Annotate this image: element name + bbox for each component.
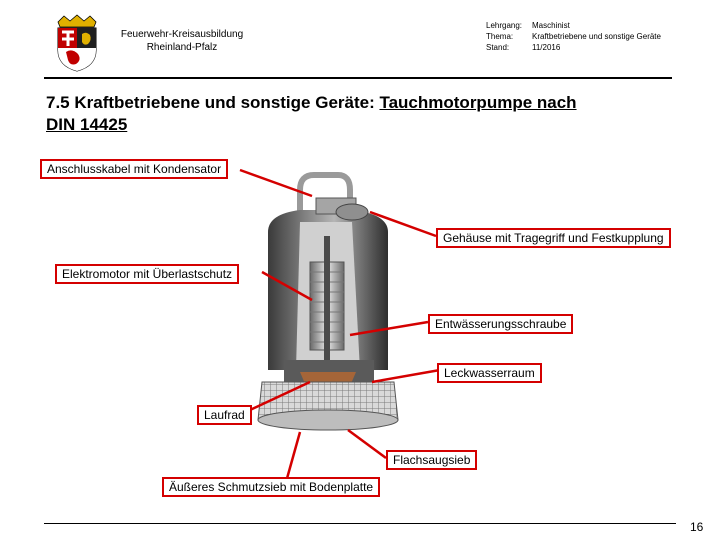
label-schmutzsieb: Äußeres Schmutzsieb mit Bodenplatte <box>162 477 380 497</box>
label-leckwasser: Leckwasserraum <box>437 363 542 383</box>
callout-line-schmutzsieb <box>286 432 300 482</box>
meta-key: Stand: <box>486 43 510 52</box>
footer-divider <box>44 523 676 524</box>
title-link-part-2: DIN 14425 <box>46 115 128 134</box>
meta-key: Thema: <box>486 32 514 41</box>
callout-line-flachsaugsieb <box>348 430 386 458</box>
page-number: 16 <box>690 520 704 534</box>
title-prefix: 7.5 Kraftbetriebene und sonstige Geräte: <box>46 93 380 112</box>
label-laufrad: Laufrad <box>197 405 252 425</box>
label-gehaeuse: Gehäuse mit Tragegriff und Festkupplung <box>436 228 671 248</box>
meta-value: 11/2016 <box>532 43 561 52</box>
meta-value: Kraftbetriebene und sonstige Geräte <box>532 32 661 41</box>
callout-line-leckwasser <box>372 370 440 382</box>
meta-key: Lehrgang: <box>486 21 523 30</box>
label-anschlusskabel: Anschlusskabel mit Kondensator <box>40 159 228 179</box>
org-line-1: Feuerwehr-Kreisausbildung <box>120 29 244 40</box>
meta-value: Maschinist <box>532 21 570 30</box>
title-link-part-1: Tauchmotorpumpe nach <box>379 93 577 112</box>
label-entwaesserung: Entwässerungsschraube <box>428 314 573 334</box>
org-line-2: Rheinland-Pfalz <box>146 42 218 53</box>
label-elektromotor: Elektromotor mit Überlastschutz <box>55 264 239 284</box>
label-flachsaugsieb: Flachsaugsieb <box>386 450 477 470</box>
